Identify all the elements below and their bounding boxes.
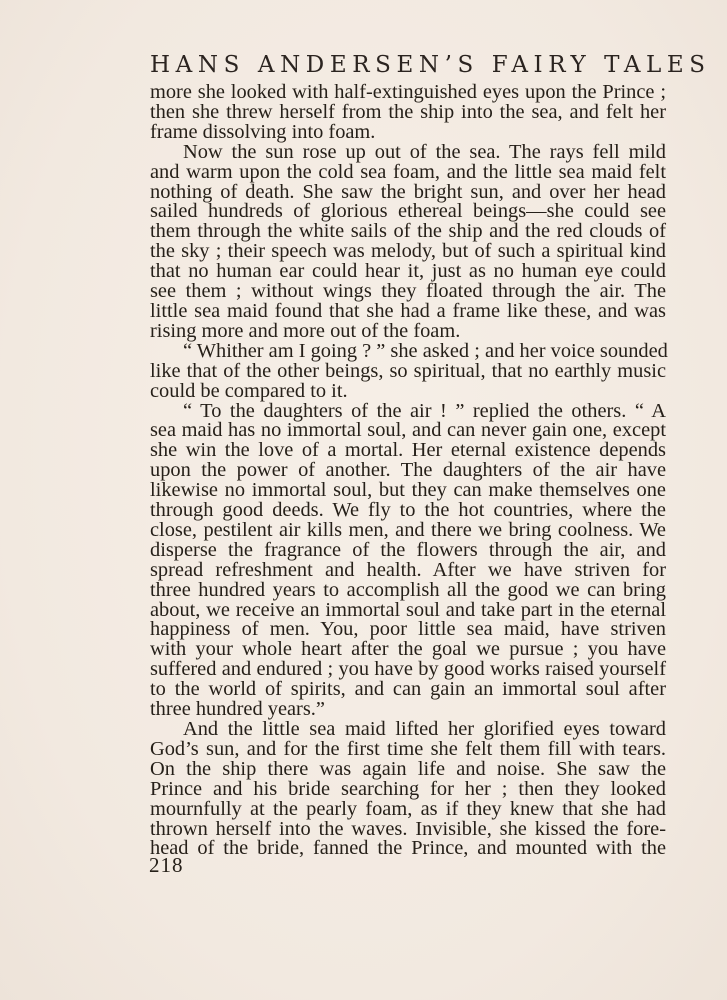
- text-line: Now the sun rose up out of the sea. The rays fell mild: [183, 140, 666, 163]
- text-line: three hundred years to accomplish all the good we can bring: [150, 578, 666, 601]
- text-line: thrown herself into the waves. Invisible, she kissed the fore-: [150, 817, 666, 840]
- text-line: suffered and endured ; you have by good works raised yourself: [150, 658, 666, 681]
- text-line: little sea maid found that she had a frame like these, and was: [150, 299, 666, 322]
- text-line: see them ; without wings they floated through the air. The: [150, 280, 666, 303]
- page-number: 218: [149, 853, 184, 877]
- text-line: like that of the other beings, so spiritual, that no earthly music: [150, 359, 666, 382]
- text-line: rising more and more out of the foam.: [150, 319, 461, 342]
- text-line: about, we receive an immortal soul and take part in the eternal: [150, 598, 666, 621]
- text-line: with your whole heart after the goal we pursue ; you have: [150, 638, 666, 661]
- text-line: them through the white sails of the ship and the red clouds of: [150, 220, 666, 243]
- text-line: three hundred years.”: [150, 698, 325, 721]
- text-line: sea maid has no immortal soul, and can never gain one, except: [150, 419, 666, 442]
- text-line: upon the power of another. The daughters of the air have: [150, 459, 666, 482]
- text-line: spread refreshment and health. After we have striven for: [150, 558, 666, 581]
- text-line: disperse the fragrance of the flowers through the air, and: [150, 538, 666, 561]
- text-line: that no human ear could hear it, just as no human eye could: [150, 260, 666, 283]
- text-line: more she looked with half-extinguished eyes upon the Prince ;: [150, 81, 666, 103]
- text-line: “ Whither am I going ? ” she asked ; and her voice sounded: [183, 339, 668, 362]
- text-line: Prince and his bride searching for her ; then they looked: [150, 777, 666, 800]
- text-line: through good deeds. We fly to the hot countries, where the: [150, 499, 666, 522]
- text-line: And the little sea maid lifted her glorified eyes toward: [183, 718, 666, 740]
- text-line: the sky ; their speech was melody, but of such a spiritual kind: [150, 240, 666, 263]
- text-line: nothing of death. She saw the bright sun, and over her head: [150, 180, 666, 203]
- text-line: “ To the daughters of the air ! ” replied the others. “ A: [183, 399, 666, 422]
- body-text: [150, 83, 666, 859]
- text-line: and warm upon the cold sea foam, and the little sea maid felt: [150, 160, 666, 183]
- text-line: mournfully at the pearly foam, as if they knew that she had: [150, 797, 666, 820]
- text-line: On the ship there was again life and noise. She saw the: [150, 757, 666, 780]
- text-line: could be compared to it.: [150, 379, 348, 402]
- text-line: frame dissolving into foam.: [150, 120, 376, 143]
- text-line: she win the love of a mortal. Her eternal existence depends: [150, 439, 666, 462]
- text-line: happiness of men. You, poor little sea maid, have striven: [150, 618, 666, 641]
- text-line: close, pestilent air kills men, and there we bring coolness. We: [150, 518, 666, 541]
- text-line: likewise no immortal soul, but they can make themselves one: [150, 479, 666, 502]
- running-head: HANS ANDERSEN’S FAIRY TALES: [150, 52, 711, 78]
- text-line: then she threw herself from the ship into the sea, and felt her: [150, 100, 666, 123]
- text-line: head of the bride, fanned the Prince, and mounted with the: [150, 837, 666, 860]
- text-line: sailed hundreds of glorious ethereal beings—she could see: [150, 200, 666, 223]
- text-line: to the world of spirits, and can gain an immortal soul after: [150, 678, 666, 701]
- text-line: God’s sun, and for the first time she felt them fill with tears.: [150, 737, 666, 760]
